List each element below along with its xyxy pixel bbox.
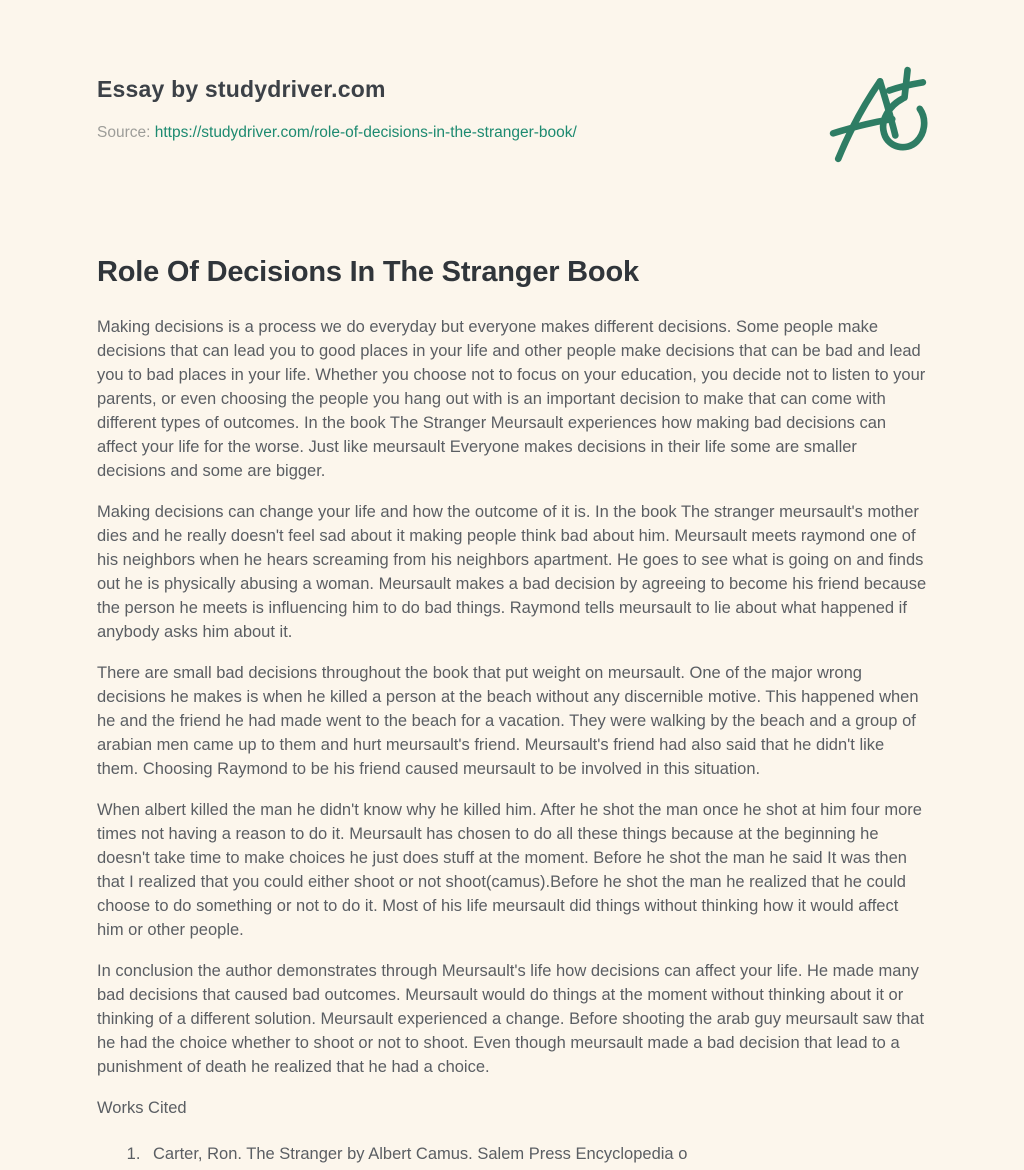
essay-paragraph: There are small bad decisions throughout the book that put weight on meursault. One of the major wrong decisions he makes is when he killed a person at the beach without any discernible motive. This happened when he and the friend he had made went to the beach for a vacation. They were walking by the beach and a group of arabian men came up to them and hurt meursault's friend. Meursault's friend had also said that he didn't like them. Choosing Raymond to be his friend caused meursault to be involved in this situation. [97,664,919,778]
a-plus-logo-icon [828,64,930,166]
citation-item: 1. Carter, Ron. The Stranger by Albert Camus. Salem Press Encyclopedia o [145,1142,927,1166]
essay-paragraph: Making decisions is a process we do everyday but everyone makes different decisions. Some people make decisions that can lead you to good places in your life and other people make decisions that can be bad and lead you to bad places in your life. Whether you choose not to focus on your education, you decide not to listen to your parents, or even choosing the people you hang out with is an important decision to make that can come with different types of outcomes. In the book The Stranger Meursault experiences how making bad decisions can affect your life for the worse. Just like meursault Everyone makes decisions in their life some are smaller decisions and some are bigger. [97,318,926,480]
essay-title: Role Of Decisions In The Stranger Book [97,256,639,288]
studydriver-logo [828,64,930,166]
source-url-link[interactable]: https://studydriver.com/role-of-decisions-in-the-stranger-book/ [154,124,577,141]
source-label: Source: [97,124,151,141]
source-line [97,124,927,142]
essay-paragraph: In conclusion the author demonstrates through Meursault's life how decisions can affect your life. He made many bad decisions that caused bad outcomes. Meursault would do things at the moment without thinking about it or thinking of a different solution. Meursault experienced a change. Before shooting the arab guy meursault saw that he had the choice whether to shoot or not to shoot. Even though meursault made a bad decision that lead to a punishment of death he realized that he had a choice. [97,962,925,1076]
essay-paragraph: Making decisions can change your life and how the outcome of it is. In the book The stranger meursault's mother dies and he really doesn't feel sad about it making people think bad about him. Meursault meets raymond one of his neighbors when he hears screaming from his neighbors apartment. He goes to see what is going on and finds out he is physically abusing a woman. Meursault makes a bad decision by agreeing to become his friend because the person he meets is influencing him to do bad things. Raymond tells meursault to lie about what happened if anybody asks him about it. [97,503,927,641]
essay-paragraph: When albert killed the man he didn't know why he killed him. After he shot the man once he shot at him four more times not having a reason to do it. Meursault has chosen to do all these things because at the beginning he doesn't take time to make choices he just does stuff at the moment. Before he shot the man he said It was then that I realized that you could either shoot or not shoot(camus).Before he shot the man he realized that he could choose to do something or not to do it. Most of his life meursault did things without thinking how it would affect him or other people. [97,801,922,939]
essay-body [97,315,927,1166]
works-cited-list [97,1142,927,1166]
works-cited-heading: Works Cited [97,1099,187,1117]
site-title: Essay by studydriver.com [97,76,386,102]
